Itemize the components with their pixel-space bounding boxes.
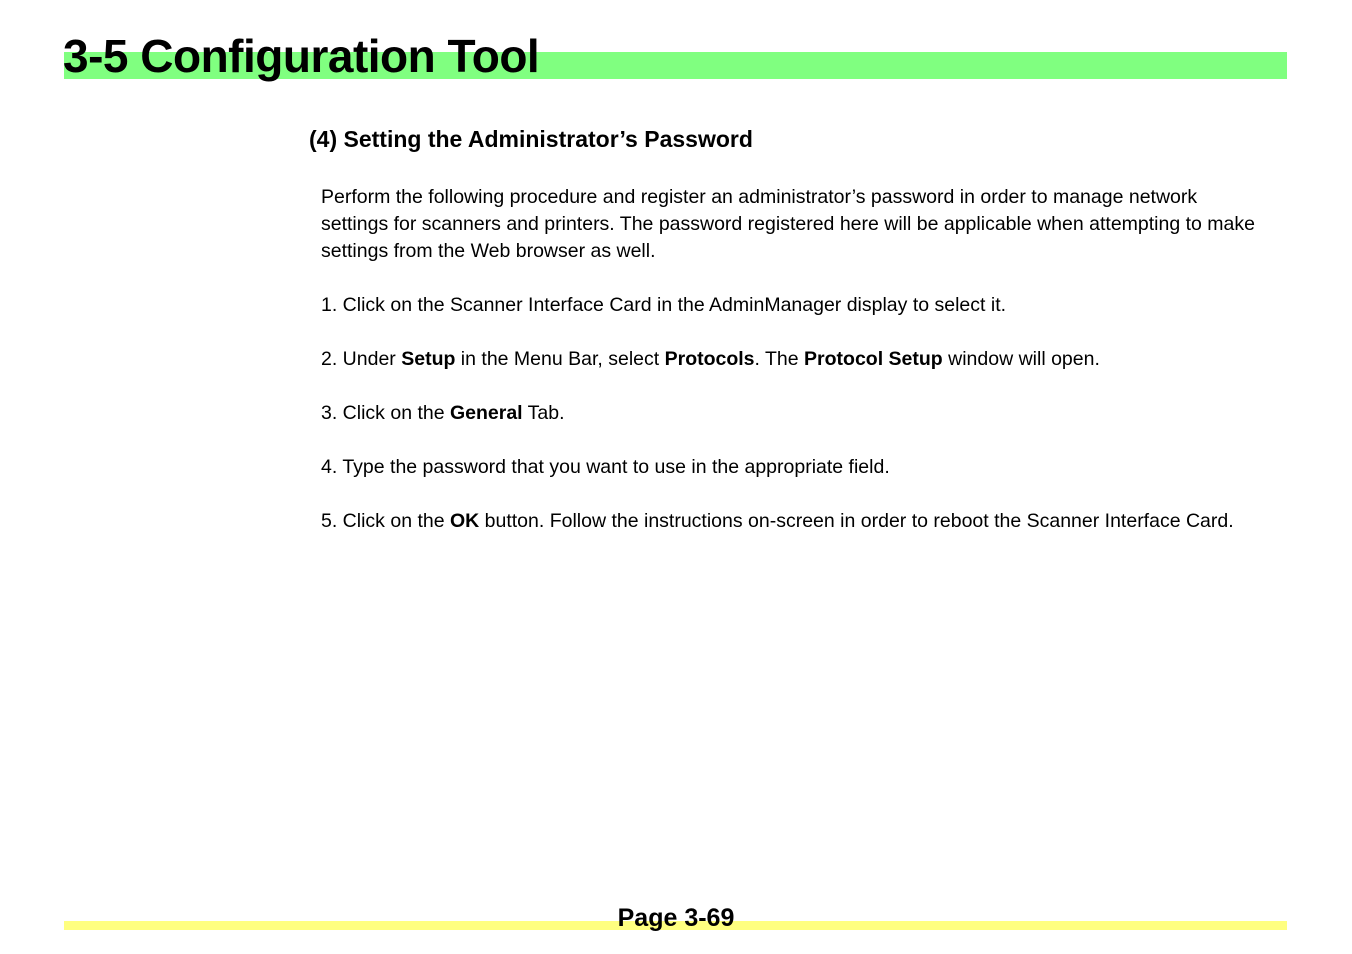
step-4 [321,454,1281,481]
step-2 [321,346,1281,373]
step-2-mid2: . The [754,348,805,370]
step-5 [321,508,1281,535]
page-title: 3-5 Configuration Tool [63,30,540,82]
step-5-post: button. Follow the instructions on-screen in order to reboot the Scanner Interface Card. [479,510,1234,532]
step-3-post: Tab. [522,402,565,424]
step-5-ok-term: OK [449,510,480,532]
step-2-post: window will open. [942,348,1100,370]
step-1 [321,292,1281,319]
step-3-general-term: General [449,402,523,424]
step-3-pre: 3. Click on the [321,402,450,424]
step-3 [321,400,1281,427]
step-2-pre: 2. Under [321,348,402,370]
section-heading: (4) Setting the Administrator’s Password [309,126,753,152]
intro-paragraph: Perform the following procedure and register an administrator’s password in order to manage network settings for scanners and printers. The password registered here will be applicable when attempting to make settings from the Web browser as well. [321,186,1255,262]
page-number: Page 3-69 [617,904,735,932]
step-4-text: 4. Type the password that you want to use in the appropriate field. [321,456,890,478]
step-2-protocol-setup-term: Protocol Setup [804,348,943,370]
step-2-protocols-term: Protocols [664,348,755,370]
body-text [321,184,1281,562]
step-1-text: 1. Click on the Scanner Interface Card in the AdminManager display to select it. [321,294,1007,316]
step-2-setup-term: Setup [401,348,456,370]
step-2-mid1: in the Menu Bar, select [455,348,665,370]
step-5-pre: 5. Click on the [321,510,450,532]
